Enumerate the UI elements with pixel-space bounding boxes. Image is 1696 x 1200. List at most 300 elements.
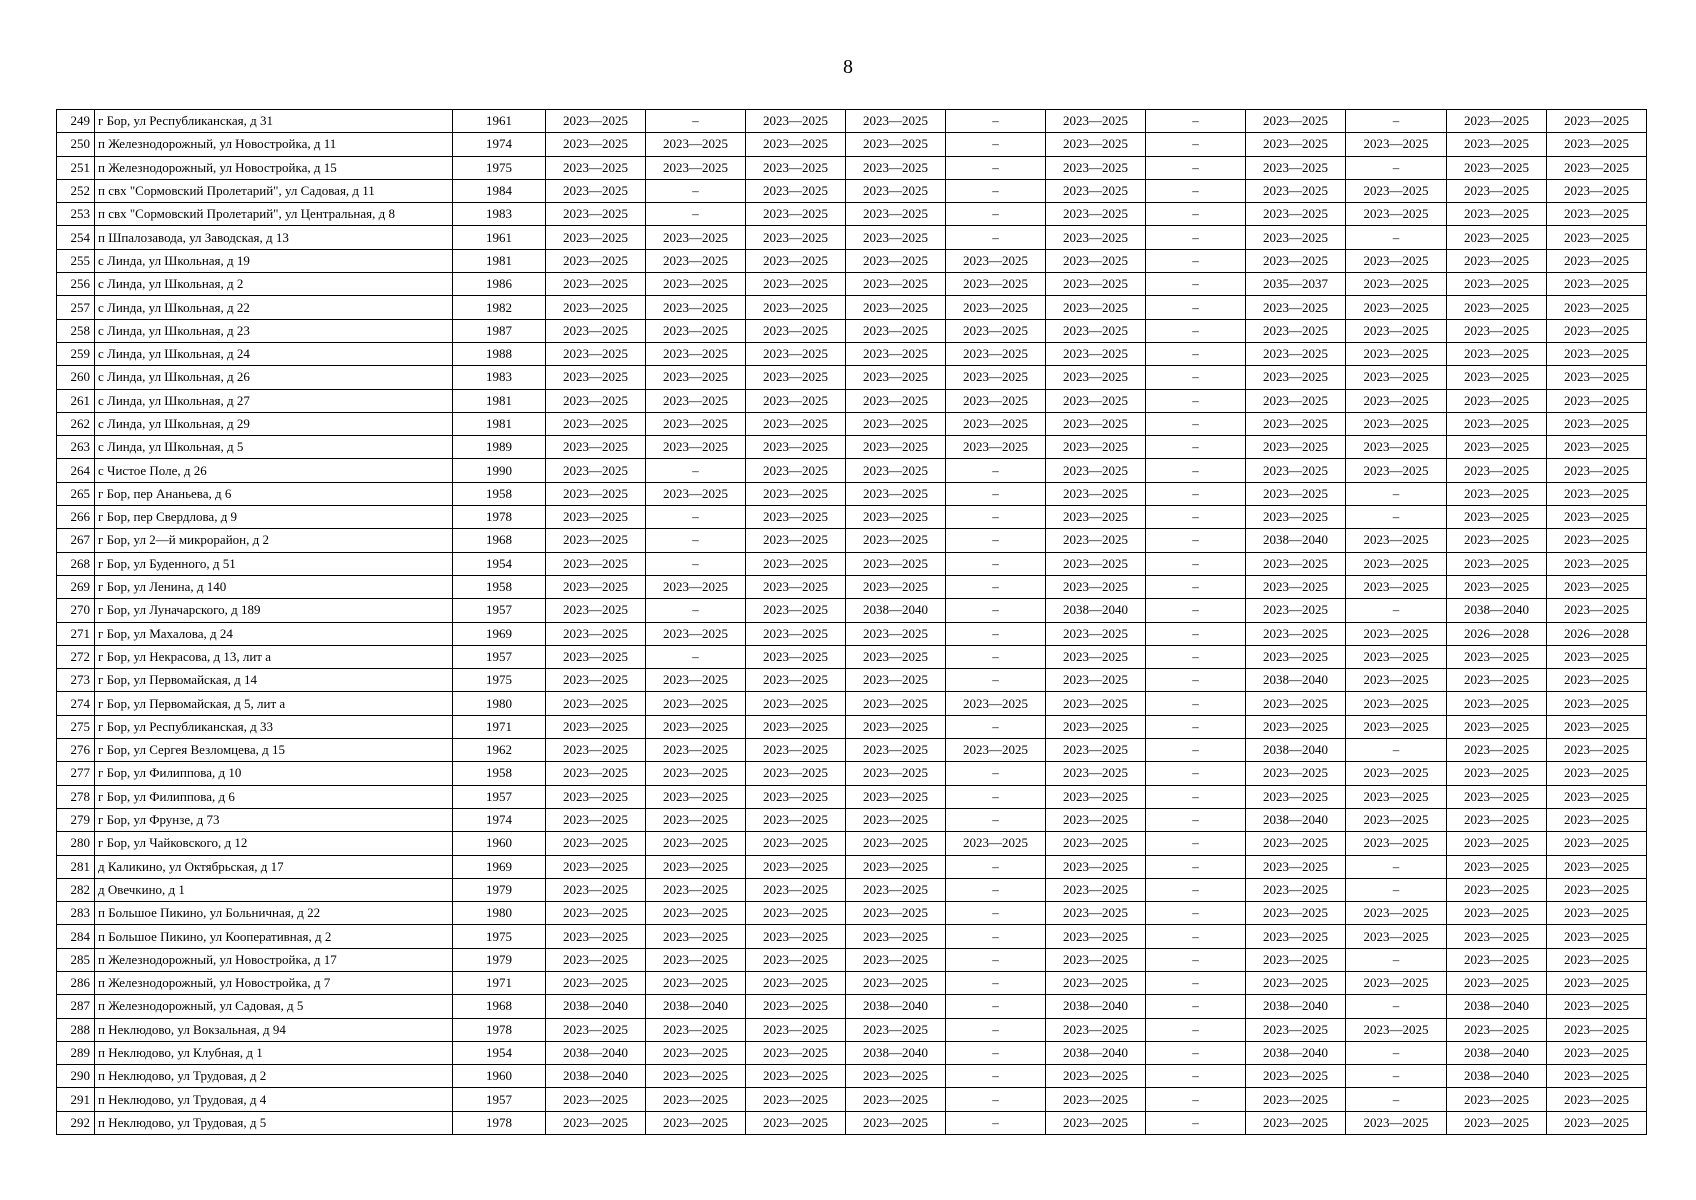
row-number-cell: 262 (57, 412, 95, 435)
period-cell: 2023—2025 (846, 342, 946, 365)
table-row (57, 203, 1647, 226)
period-cell: – (946, 203, 1046, 226)
period-cell: 2023—2025 (1246, 948, 1346, 971)
period-cell: – (1346, 995, 1447, 1018)
period-cell: – (946, 785, 1046, 808)
period-cell: 2023—2025 (1046, 785, 1146, 808)
period-cell: 2023—2025 (1547, 902, 1647, 925)
period-cell: 2023—2025 (1447, 808, 1547, 831)
period-cell: 2023—2025 (1246, 249, 1346, 272)
period-cell: 2023—2025 (1447, 971, 1547, 994)
period-cell: 2023—2025 (1246, 925, 1346, 948)
table-row (57, 366, 1647, 389)
period-cell: 2023—2025 (646, 389, 746, 412)
period-cell: 2023—2025 (1547, 529, 1647, 552)
period-cell: 2023—2025 (1447, 366, 1547, 389)
year-cell: 1980 (453, 692, 546, 715)
period-cell: 2023—2025 (546, 692, 646, 715)
period-cell: – (1146, 156, 1246, 179)
table-row (57, 389, 1647, 412)
period-cell: 2023—2025 (546, 715, 646, 738)
period-cell: 2023—2025 (846, 273, 946, 296)
period-cell: 2023—2025 (1246, 319, 1346, 342)
period-cell: 2023—2025 (646, 249, 746, 272)
period-cell: 2023—2025 (846, 808, 946, 831)
row-number-cell: 270 (57, 599, 95, 622)
period-cell: – (1146, 319, 1246, 342)
address-cell: п Железнодорожный, ул Новостройка, д 11 (95, 133, 453, 156)
period-cell: – (1146, 179, 1246, 202)
row-number-cell: 279 (57, 808, 95, 831)
row-number-cell: 265 (57, 482, 95, 505)
period-cell: 2023—2025 (746, 645, 846, 668)
period-cell: 2023—2025 (946, 366, 1046, 389)
period-cell: – (646, 110, 746, 133)
period-cell: 2023—2025 (746, 715, 846, 738)
period-cell: – (1146, 808, 1246, 831)
table-row (57, 692, 1647, 715)
period-cell: 2023—2025 (1246, 832, 1346, 855)
period-cell: 2023—2025 (746, 110, 846, 133)
row-number-cell: 252 (57, 179, 95, 202)
row-number-cell: 276 (57, 739, 95, 762)
period-cell: – (1146, 110, 1246, 133)
period-cell: 2023—2025 (1046, 506, 1146, 529)
period-cell: 2023—2025 (1547, 156, 1647, 179)
address-cell: п Шпалозавода, ул Заводская, д 13 (95, 226, 453, 249)
period-cell: 2023—2025 (1246, 412, 1346, 435)
period-cell: 2023—2025 (646, 785, 746, 808)
period-cell: 2023—2025 (1547, 366, 1647, 389)
period-cell: 2023—2025 (546, 832, 646, 855)
period-cell: 2023—2025 (1246, 878, 1346, 901)
year-cell: 1957 (453, 785, 546, 808)
period-cell: 2023—2025 (1547, 692, 1647, 715)
row-number-cell: 271 (57, 622, 95, 645)
period-cell: 2023—2025 (746, 249, 846, 272)
period-cell: 2023—2025 (1046, 762, 1146, 785)
period-cell: 2023—2025 (1547, 436, 1647, 459)
period-cell: – (1146, 715, 1246, 738)
table-row (57, 1111, 1647, 1134)
period-cell: – (946, 762, 1046, 785)
period-cell: 2023—2025 (546, 389, 646, 412)
period-cell: 2023—2025 (1547, 179, 1647, 202)
period-cell: 2023—2025 (546, 902, 646, 925)
period-cell: 2023—2025 (1046, 948, 1146, 971)
period-cell: 2023—2025 (1447, 459, 1547, 482)
period-cell: 2023—2025 (746, 342, 846, 365)
period-cell: 2023—2025 (1246, 715, 1346, 738)
table-row (57, 995, 1647, 1018)
period-cell: 2023—2025 (746, 575, 846, 598)
year-cell: 1960 (453, 832, 546, 855)
row-number-cell: 250 (57, 133, 95, 156)
period-cell: 2038—2040 (546, 1065, 646, 1088)
period-cell: 2023—2025 (1346, 459, 1447, 482)
period-cell: 2023—2025 (1046, 482, 1146, 505)
period-cell: 2023—2025 (646, 273, 746, 296)
row-number-cell: 287 (57, 995, 95, 1018)
period-cell: 2023—2025 (1246, 575, 1346, 598)
period-cell: – (1146, 1018, 1246, 1041)
period-cell: 2023—2025 (1046, 575, 1146, 598)
period-cell: 2038—2040 (1246, 739, 1346, 762)
address-cell: с Линда, ул Школьная, д 22 (95, 296, 453, 319)
period-cell: – (946, 948, 1046, 971)
period-cell: – (946, 971, 1046, 994)
year-cell: 1961 (453, 226, 546, 249)
period-cell: 2023—2025 (1447, 226, 1547, 249)
period-cell: 2023—2025 (1246, 179, 1346, 202)
period-cell: 2023—2025 (1346, 436, 1447, 459)
period-cell: – (1146, 273, 1246, 296)
period-cell: 2023—2025 (1547, 226, 1647, 249)
period-cell: 2023—2025 (546, 878, 646, 901)
period-cell: 2023—2025 (1246, 971, 1346, 994)
period-cell: 2023—2025 (546, 599, 646, 622)
period-cell: – (1146, 971, 1246, 994)
table-row (57, 156, 1647, 179)
period-cell: 2023—2025 (546, 739, 646, 762)
period-cell: 2023—2025 (1547, 249, 1647, 272)
period-cell: 2023—2025 (946, 436, 1046, 459)
period-cell: 2023—2025 (1246, 133, 1346, 156)
period-cell: 2026—2028 (1447, 622, 1547, 645)
table-row (57, 436, 1647, 459)
year-cell: 1984 (453, 179, 546, 202)
table-row (57, 296, 1647, 319)
year-cell: 1981 (453, 389, 546, 412)
period-cell: 2023—2025 (1346, 342, 1447, 365)
table-row (57, 855, 1647, 878)
period-cell: 2023—2025 (546, 459, 646, 482)
period-cell: – (1146, 133, 1246, 156)
period-cell: 2023—2025 (646, 342, 746, 365)
period-cell: 2026—2028 (1547, 622, 1647, 645)
period-cell: 2023—2025 (846, 832, 946, 855)
period-cell: 2023—2025 (1447, 855, 1547, 878)
period-cell: 2023—2025 (546, 506, 646, 529)
table-row (57, 739, 1647, 762)
address-cell: п свх "Сормовский Пролетарий", ул Центральная, д 8 (95, 203, 453, 226)
period-cell: – (946, 902, 1046, 925)
year-cell: 1987 (453, 319, 546, 342)
year-cell: 1978 (453, 1018, 546, 1041)
period-cell: 2023—2025 (1346, 133, 1447, 156)
period-cell: 2023—2025 (1046, 436, 1146, 459)
period-cell: 2023—2025 (846, 133, 946, 156)
period-cell: 2023—2025 (746, 739, 846, 762)
period-cell: 2023—2025 (1346, 762, 1447, 785)
period-cell: 2023—2025 (1046, 156, 1146, 179)
period-cell: 2023—2025 (646, 715, 746, 738)
period-cell: 2023—2025 (1346, 669, 1447, 692)
period-cell: 2023—2025 (546, 1018, 646, 1041)
period-cell: – (1146, 785, 1246, 808)
period-cell: – (1346, 1065, 1447, 1088)
period-cell: 2023—2025 (1246, 1111, 1346, 1134)
period-cell: 2023—2025 (1046, 1065, 1146, 1088)
period-cell: 2023—2025 (746, 366, 846, 389)
address-cell: п свх "Сормовский Пролетарий", ул Садовая, д 11 (95, 179, 453, 202)
address-cell: с Линда, ул Школьная, д 26 (95, 366, 453, 389)
table-row (57, 669, 1647, 692)
period-cell: 2023—2025 (546, 808, 646, 831)
period-cell: – (946, 669, 1046, 692)
row-number-cell: 275 (57, 715, 95, 738)
period-cell: 2023—2025 (546, 226, 646, 249)
address-cell: п Железнодорожный, ул Садовая, д 5 (95, 995, 453, 1018)
period-cell: 2023—2025 (1346, 529, 1447, 552)
period-cell: 2023—2025 (846, 110, 946, 133)
table-row (57, 482, 1647, 505)
table-row (57, 715, 1647, 738)
year-cell: 1978 (453, 1111, 546, 1134)
period-cell: 2023—2025 (1046, 925, 1146, 948)
period-cell: – (946, 622, 1046, 645)
period-cell: 2023—2025 (1447, 832, 1547, 855)
period-cell: – (946, 459, 1046, 482)
period-cell: 2023—2025 (1046, 203, 1146, 226)
period-cell: 2038—2040 (1447, 1041, 1547, 1064)
period-cell: – (1146, 902, 1246, 925)
period-cell: 2023—2025 (1447, 436, 1547, 459)
period-cell: 2023—2025 (546, 552, 646, 575)
period-cell: 2023—2025 (1547, 110, 1647, 133)
row-number-cell: 269 (57, 575, 95, 598)
period-cell: 2038—2040 (546, 995, 646, 1018)
period-cell: 2023—2025 (1046, 342, 1146, 365)
year-cell: 1957 (453, 1088, 546, 1111)
period-cell: 2023—2025 (546, 925, 646, 948)
period-cell: – (1146, 296, 1246, 319)
table-row (57, 622, 1647, 645)
address-cell: д Овечкино, д 1 (95, 878, 453, 901)
period-cell: 2023—2025 (1547, 669, 1647, 692)
period-cell: 2023—2025 (646, 971, 746, 994)
period-cell: 2023—2025 (1246, 599, 1346, 622)
period-cell: 2023—2025 (746, 482, 846, 505)
period-cell: 2023—2025 (1246, 645, 1346, 668)
period-cell: 2023—2025 (646, 669, 746, 692)
period-cell: 2023—2025 (846, 948, 946, 971)
table-row (57, 529, 1647, 552)
period-cell: – (1346, 156, 1447, 179)
period-cell: 2023—2025 (1547, 762, 1647, 785)
period-cell: – (946, 878, 1046, 901)
period-cell: 2023—2025 (1447, 529, 1547, 552)
period-cell: – (646, 645, 746, 668)
period-cell: 2023—2025 (646, 366, 746, 389)
period-cell: – (946, 599, 1046, 622)
period-cell: 2023—2025 (1246, 366, 1346, 389)
period-cell: 2038—2040 (1246, 808, 1346, 831)
period-cell: 2023—2025 (646, 808, 746, 831)
period-cell: 2023—2025 (946, 273, 1046, 296)
period-cell: 2023—2025 (746, 412, 846, 435)
period-cell: 2023—2025 (1447, 506, 1547, 529)
table-row (57, 599, 1647, 622)
period-cell: 2023—2025 (846, 389, 946, 412)
period-cell: 2023—2025 (1447, 133, 1547, 156)
period-cell: 2023—2025 (546, 110, 646, 133)
period-cell: 2023—2025 (846, 249, 946, 272)
period-cell: 2023—2025 (1547, 785, 1647, 808)
period-cell: 2023—2025 (546, 296, 646, 319)
period-cell: 2023—2025 (546, 179, 646, 202)
period-cell: 2023—2025 (1547, 459, 1647, 482)
row-number-cell: 263 (57, 436, 95, 459)
period-cell: 2023—2025 (1547, 412, 1647, 435)
table-row (57, 412, 1647, 435)
period-cell: 2023—2025 (1046, 412, 1146, 435)
period-cell: 2023—2025 (1547, 203, 1647, 226)
period-cell: – (946, 1088, 1046, 1111)
period-cell: 2023—2025 (646, 482, 746, 505)
row-number-cell: 266 (57, 506, 95, 529)
period-cell: 2023—2025 (1547, 296, 1647, 319)
table-row (57, 1018, 1647, 1041)
period-cell: – (1346, 739, 1447, 762)
period-cell: 2023—2025 (746, 296, 846, 319)
period-cell: – (946, 808, 1046, 831)
period-cell: 2038—2040 (646, 995, 746, 1018)
year-cell: 1958 (453, 575, 546, 598)
row-number-cell: 253 (57, 203, 95, 226)
year-cell: 1969 (453, 855, 546, 878)
address-cell: г Бор, ул Луначарского, д 189 (95, 599, 453, 622)
table-row (57, 1041, 1647, 1064)
period-cell: – (1146, 1041, 1246, 1064)
period-cell: 2023—2025 (1046, 832, 1146, 855)
period-cell: 2023—2025 (1547, 832, 1647, 855)
period-cell: 2023—2025 (846, 412, 946, 435)
period-cell: 2023—2025 (1447, 203, 1547, 226)
period-cell: 2038—2040 (1046, 1041, 1146, 1064)
address-cell: г Бор, пер Ананьева, д 6 (95, 482, 453, 505)
period-cell: 2023—2025 (846, 156, 946, 179)
period-cell: 2023—2025 (1346, 203, 1447, 226)
period-cell: – (946, 1111, 1046, 1134)
row-number-cell: 264 (57, 459, 95, 482)
period-cell: 2023—2025 (646, 1111, 746, 1134)
year-cell: 1983 (453, 203, 546, 226)
period-cell: 2023—2025 (846, 203, 946, 226)
period-cell: 2023—2025 (1046, 296, 1146, 319)
address-cell: г Бор, ул Первомайская, д 14 (95, 669, 453, 692)
row-number-cell: 256 (57, 273, 95, 296)
period-cell: 2023—2025 (746, 832, 846, 855)
period-cell: – (1346, 226, 1447, 249)
period-cell: 2023—2025 (1547, 1041, 1647, 1064)
period-cell: 2023—2025 (546, 1111, 646, 1134)
address-cell: п Неклюдово, ул Трудовая, д 5 (95, 1111, 453, 1134)
period-cell: 2023—2025 (1447, 762, 1547, 785)
period-cell: 2023—2025 (846, 506, 946, 529)
period-cell: – (946, 552, 1046, 575)
period-cell: 2023—2025 (746, 971, 846, 994)
period-cell: 2023—2025 (746, 133, 846, 156)
address-cell: с Линда, ул Школьная, д 29 (95, 412, 453, 435)
row-number-cell: 258 (57, 319, 95, 342)
address-cell: г Бор, ул Филиппова, д 6 (95, 785, 453, 808)
period-cell: 2023—2025 (646, 832, 746, 855)
period-cell: 2023—2025 (1346, 575, 1447, 598)
period-cell: – (946, 1041, 1046, 1064)
period-cell: 2023—2025 (1346, 366, 1447, 389)
period-cell: – (1146, 855, 1246, 878)
period-cell: 2023—2025 (546, 273, 646, 296)
period-cell: 2023—2025 (1046, 971, 1146, 994)
period-cell: – (946, 855, 1046, 878)
period-cell: 2023—2025 (746, 808, 846, 831)
period-cell: 2023—2025 (746, 203, 846, 226)
period-cell: 2023—2025 (1046, 273, 1146, 296)
period-cell: – (946, 645, 1046, 668)
table-row (57, 925, 1647, 948)
row-number-cell: 280 (57, 832, 95, 855)
period-cell: 2023—2025 (546, 645, 646, 668)
year-cell: 1980 (453, 902, 546, 925)
period-cell: – (1346, 599, 1447, 622)
period-cell: – (1146, 412, 1246, 435)
period-cell: 2023—2025 (1046, 110, 1146, 133)
period-cell: 2023—2025 (846, 739, 946, 762)
period-cell: 2023—2025 (646, 855, 746, 878)
period-cell: 2023—2025 (846, 226, 946, 249)
address-cell: г Бор, ул Фрунзе, д 73 (95, 808, 453, 831)
period-cell: 2023—2025 (646, 925, 746, 948)
address-cell: г Бор, ул Республиканская, д 33 (95, 715, 453, 738)
period-cell: – (1146, 599, 1246, 622)
period-cell: – (1146, 366, 1246, 389)
period-cell: – (1146, 1111, 1246, 1134)
address-cell: с Линда, ул Школьная, д 27 (95, 389, 453, 412)
period-cell: 2023—2025 (1346, 832, 1447, 855)
period-cell: 2023—2025 (1447, 156, 1547, 179)
period-cell: 2038—2040 (1046, 995, 1146, 1018)
period-cell: 2023—2025 (646, 622, 746, 645)
period-cell: 2023—2025 (746, 389, 846, 412)
period-cell: 2023—2025 (646, 1088, 746, 1111)
address-cell: п Большое Пикино, ул Больничная, д 22 (95, 902, 453, 925)
period-cell: 2023—2025 (746, 692, 846, 715)
row-number-cell: 261 (57, 389, 95, 412)
period-cell: – (646, 179, 746, 202)
period-cell: 2023—2025 (946, 319, 1046, 342)
address-cell: г Бор, ул Республиканская, д 31 (95, 110, 453, 133)
period-cell: 2023—2025 (1346, 552, 1447, 575)
period-cell: 2023—2025 (746, 179, 846, 202)
period-cell: 2023—2025 (546, 412, 646, 435)
period-cell: – (1146, 832, 1246, 855)
period-cell: 2023—2025 (1547, 273, 1647, 296)
period-cell: 2023—2025 (1447, 342, 1547, 365)
period-cell: 2023—2025 (1346, 925, 1447, 948)
period-cell: – (946, 1065, 1046, 1088)
year-cell: 1958 (453, 482, 546, 505)
page-number: 8 (843, 56, 853, 78)
period-cell: 2023—2025 (546, 436, 646, 459)
period-cell: 2023—2025 (846, 715, 946, 738)
period-cell: 2023—2025 (846, 459, 946, 482)
table-row (57, 552, 1647, 575)
period-cell: 2023—2025 (946, 412, 1046, 435)
period-cell: 2023—2025 (746, 855, 846, 878)
period-cell: – (946, 156, 1046, 179)
address-cell: г Бор, пер Свердлова, д 9 (95, 506, 453, 529)
